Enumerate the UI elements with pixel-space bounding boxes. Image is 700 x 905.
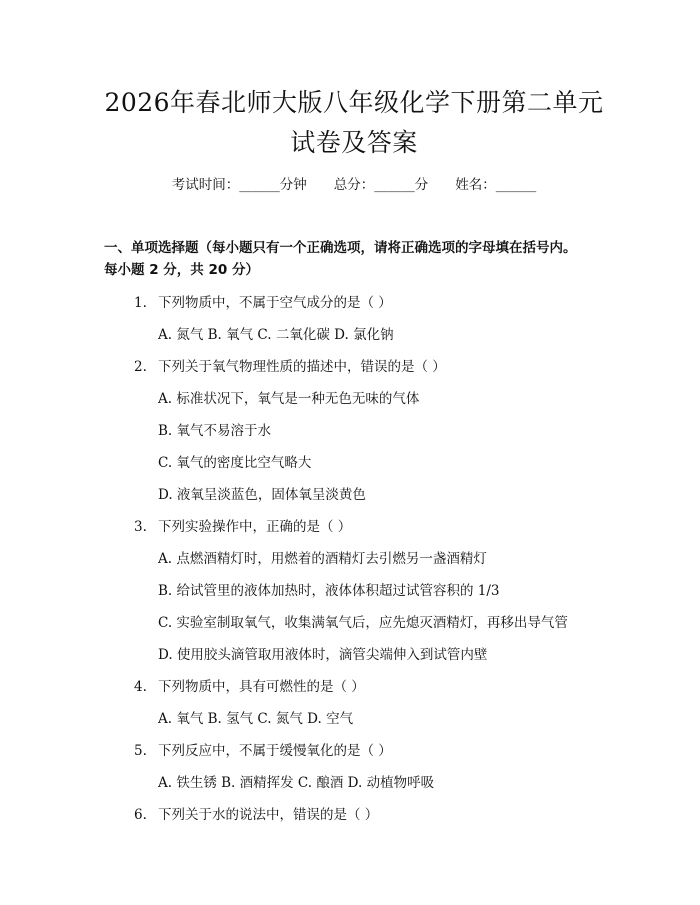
question-number: 5. — [134, 743, 147, 759]
answer-option: A. 氮气 B. 氧气 C. 二氧化碳 D. 氯化钠 — [158, 327, 394, 343]
title-line-2: 试卷及答案 — [290, 128, 418, 157]
answer-option: A. 铁生锈 B. 酒精挥发 C. 酿酒 D. 动植物呼吸 — [158, 775, 435, 791]
exam-info — [104, 175, 604, 195]
answer-option: A. 点燃酒精灯时，用燃着的酒精灯去引燃另一盏酒精灯 — [158, 551, 487, 567]
question — [104, 805, 604, 825]
question-number: 4. — [134, 679, 147, 695]
question-text: 下列实验操作中，正确的是（ ） — [158, 519, 352, 535]
question-stem — [104, 677, 604, 697]
question-stem — [104, 805, 604, 825]
title-line-1: 2026年春北师大版八年级化学下册第二单元 — [104, 88, 604, 117]
answer-option: D. 液氧呈淡蓝色，固体氧呈淡黄色 — [158, 487, 366, 503]
question-number: 3. — [134, 519, 147, 535]
question-number: 2. — [134, 359, 147, 375]
question-number: 6. — [134, 807, 147, 823]
question-list — [104, 293, 604, 825]
question — [104, 741, 604, 793]
answer-option: D. 使用胶头滴管取用液体时，滴管尖端伸入到试管内壁 — [158, 647, 488, 663]
question-text: 下列物质中，不属于空气成分的是（ ） — [158, 295, 392, 311]
question-text: 下列反应中，不属于缓慢氧化的是（ ） — [158, 743, 392, 759]
question-text: 下列关于水的说法中，错误的是（ ） — [158, 807, 379, 823]
answer-option: A. 标准状况下，氧气是一种无色无味的气体 — [158, 391, 420, 407]
answer-option: B. 氧气不易溶于水 — [158, 423, 272, 439]
question-stem — [104, 741, 604, 761]
answer-option: C. 实验室制取氧气，收集满氧气后，应先熄灭酒精灯，再移出导气管 — [158, 615, 568, 631]
question — [104, 357, 604, 505]
question — [104, 517, 604, 665]
question-stem — [104, 293, 604, 313]
question-number: 1. — [134, 295, 147, 311]
student-name: 姓名：______ — [455, 177, 537, 193]
section-heading-line-2: 每小题 2 分，共 20 分） — [104, 262, 259, 278]
question-stem — [104, 357, 604, 377]
answer-option: A. 氧气 B. 氢气 C. 氮气 D. 空气 — [158, 711, 354, 727]
question-stem — [104, 517, 604, 537]
question-text: 下列物质中，具有可燃性的是（ ） — [158, 679, 365, 695]
total-score: 总分：______分 — [333, 177, 429, 193]
document-title — [104, 0, 604, 163]
answer-option: C. 氧气的密度比空气略大 — [158, 455, 312, 471]
section-heading-line-1: 一、单项选择题（每小题只有一个正确选项，请将正确选项的字母填在括号内。 — [104, 240, 577, 256]
answer-option: B. 给试管里的液体加热时，液体体积超过试管容积的 1/3 — [158, 583, 500, 599]
question-text: 下列关于氧气物理性质的描述中，错误的是（ ） — [158, 359, 446, 375]
question — [104, 293, 604, 345]
question — [104, 677, 604, 729]
section-heading — [104, 237, 604, 281]
exam-time: 考试时间：______分钟 — [171, 177, 307, 193]
